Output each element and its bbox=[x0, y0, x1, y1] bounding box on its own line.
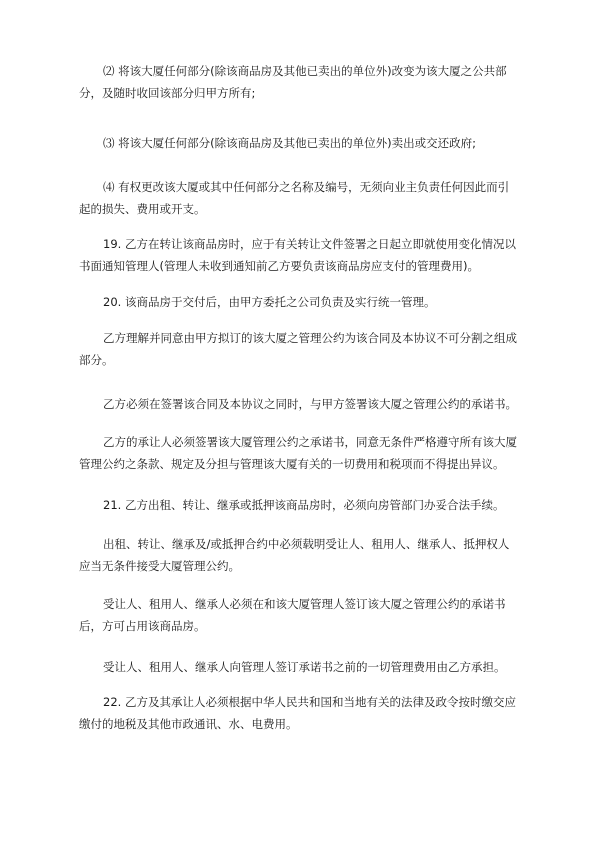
paragraph-clause-21: 21. 乙方出租、转让、继承或抵押该商品房时，必须向房管部门办妥合法手续。 bbox=[103, 498, 505, 512]
paragraph-clause-19: 19. 乙方在转让该商品房时，应于有关转让文件签署之日起立即就使用变化情况以书面通知管理人(管理人未收到通知前乙方要负责该商品房应支付的管理费用)。 bbox=[79, 237, 516, 273]
paragraph-occupation: 受让人、租用人、继承人必须在和该大厦管理人签订该大厦之管理公约的承诺书后，方可占用该商品房。 bbox=[79, 597, 506, 633]
paragraph-item-2: ⑵ 将该大厦任何部分(除该商品房及其他已卖出的单位外)改变为该大厦之公共部分，及随时收回该部分归甲方所有; bbox=[79, 64, 507, 100]
paragraph-assignee-undertaking: 乙方的承让人必须签署该大厦管理公约之承诺书，同意无条件严格遵守所有该大厦管理公约之条款、规定及分担与管理该大厦有关的一切费用和税项而不得提出异议。 bbox=[79, 435, 517, 471]
paragraph-management-rules: 乙方理解并同意由甲方拟订的该大厦之管理公约为该合同及本协议不可分割之组成部分。 bbox=[79, 331, 517, 367]
paragraph-item-3: ⑶ 将该大厦任何部分(除该商品房及其他已卖出的单位外)卖出或交还政府; bbox=[103, 136, 476, 150]
paragraph-clause-20: 20. 该商品房于交付后，由甲方委托之公司负责及实行统一管理。 bbox=[103, 295, 436, 309]
paragraph-contract-terms: 出租、转让、继承及/或抵押合约中必须载明受让人、租用人、继承人、抵押权人应当无条件接受大厦管理公约。 bbox=[79, 537, 510, 573]
paragraph-undertaking: 乙方必须在签署该合同及本协议之同时，与甲方签署该大厦之管理公约的承诺书。 bbox=[103, 397, 517, 411]
paragraph-management-fees: 受让人、租用人、继承人向管理人签订承诺书之前的一切管理费用由乙方承担。 bbox=[103, 660, 506, 674]
paragraph-clause-22: 22. 乙方及其承让人必须根据中华人民共和国和当地有关的法律及政令按时缴交应缴付的地税及其他市政通讯、水、电费用。 bbox=[79, 695, 516, 731]
paragraph-item-4: ⑷ 有权更改该大厦或其中任何部分之名称及编号，无须向业主负责任何因此而引起的损失、费用或开支。 bbox=[79, 180, 510, 216]
